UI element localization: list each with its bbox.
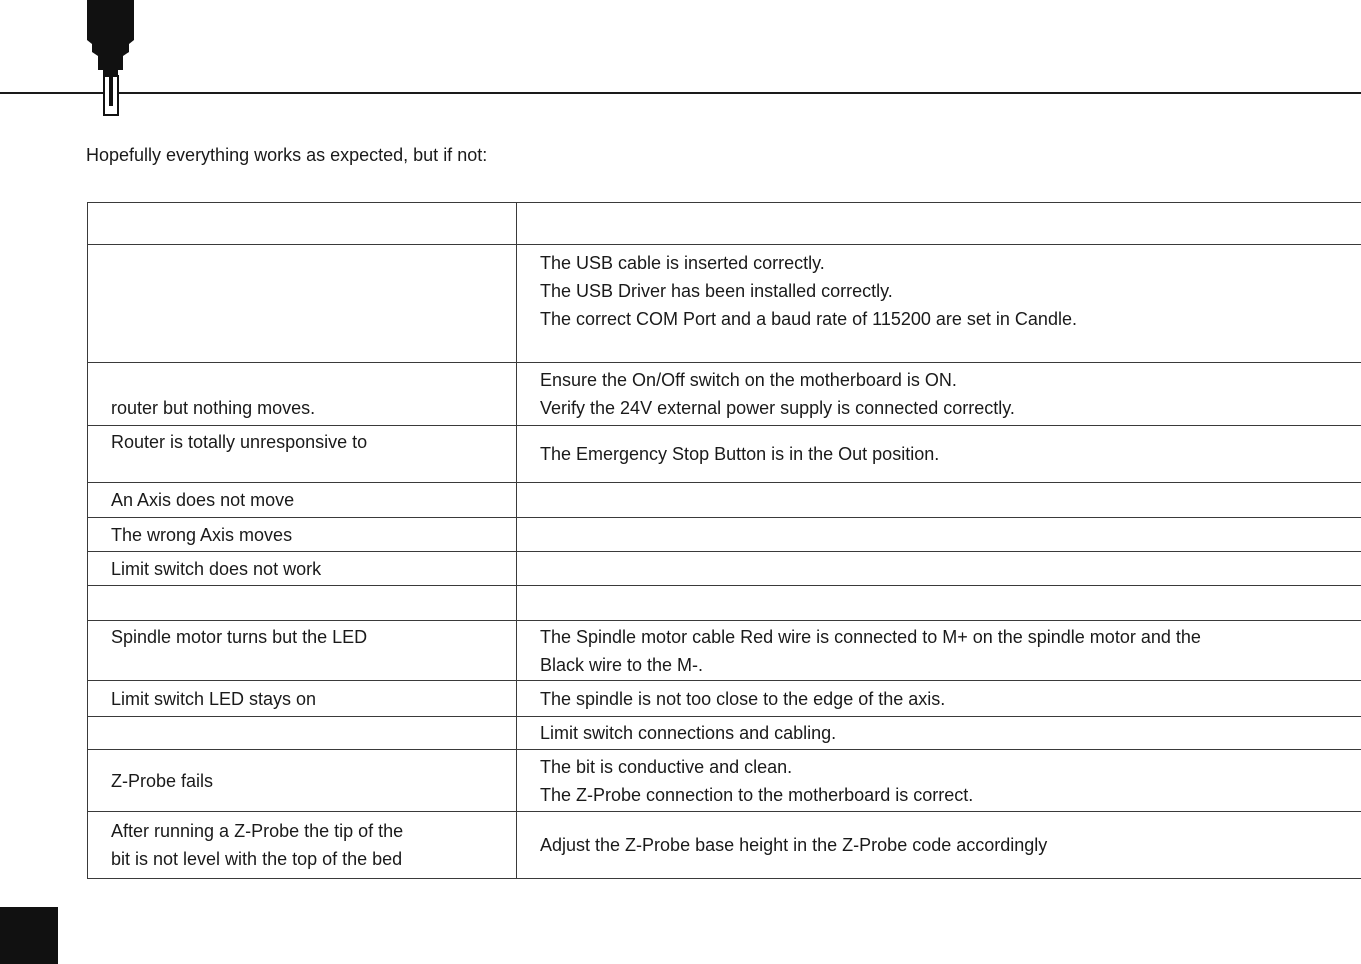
check-cell [517, 245, 1361, 363]
symptom-cell [88, 717, 517, 750]
header-rule [0, 92, 1361, 94]
check-cell [517, 483, 1361, 518]
troubleshooting-table [87, 202, 1361, 879]
table-row [88, 552, 1361, 586]
table-row [88, 426, 1361, 483]
symptom-cell [88, 750, 517, 812]
symptom-cell [88, 203, 517, 245]
table-row [88, 681, 1361, 717]
symptom-cell [88, 483, 517, 518]
symptom-cell [88, 518, 517, 552]
check-text: Black wire to the M-. [540, 655, 704, 675]
table-row [88, 518, 1361, 552]
symptom-text: bit is not level with the top of the bed [111, 849, 403, 869]
symptom-text: The wrong Axis moves [111, 524, 293, 545]
symptom-cell [88, 552, 517, 586]
check-cell [517, 363, 1361, 426]
router-bit-icon [85, 0, 137, 118]
table-row [88, 717, 1361, 750]
symptom-cell [88, 245, 517, 363]
check-text: The correct COM Port and a baud rate of 115200 are set in Candle. [540, 309, 1077, 329]
page-corner-tab [0, 907, 58, 964]
check-text: The USB Driver has been installed correctly. [540, 281, 893, 301]
table-row [88, 750, 1361, 812]
symptom-cell [88, 586, 517, 621]
symptom-text: Z-Probe fails [111, 770, 214, 791]
check-cell [517, 586, 1361, 621]
check-cell [517, 426, 1361, 483]
check-text: Adjust the Z-Probe base height in the Z-Probe code accordingly [540, 835, 1048, 855]
check-cell [517, 812, 1361, 879]
check-cell [517, 750, 1361, 812]
symptom-text: After running a Z-Probe the tip of the [111, 821, 404, 841]
check-text: The USB cable is inserted correctly. [540, 253, 825, 273]
symptom-text: An Axis does not move [111, 490, 295, 510]
check-cell [517, 518, 1361, 552]
symptom-cell [88, 363, 517, 426]
symptom-text: router but nothing moves. [111, 398, 316, 418]
check-cell [517, 621, 1361, 681]
table-row [88, 812, 1361, 879]
check-text: The Emergency Stop Button is in the Out position. [540, 444, 940, 464]
symptom-cell [88, 812, 517, 879]
check-text: The Spindle motor cable Red wire is connected to M+ on the spindle motor and the [540, 627, 1201, 647]
symptom-cell [88, 426, 517, 483]
table-row [88, 245, 1361, 363]
symptom-cell [88, 621, 517, 681]
symptom-text: Router is totally unresponsive to [111, 432, 368, 452]
table-row [88, 363, 1361, 426]
symptom-text: Limit switch LED stays on [111, 688, 317, 709]
table-row [88, 203, 1361, 245]
check-cell [517, 203, 1361, 245]
symptom-text: Spindle motor turns but the LED [111, 627, 368, 647]
check-text: Limit switch connections and cabling. [540, 723, 837, 743]
check-text: The spindle is not too close to the edge of the axis. [540, 688, 946, 709]
check-cell [517, 552, 1361, 586]
check-text: The Z-Probe connection to the motherboard is correct. [540, 784, 974, 805]
table-row [88, 621, 1361, 681]
check-cell [517, 717, 1361, 750]
check-text: The bit is conductive and clean. [540, 756, 793, 777]
intro-text: Hopefully everything works as expected, but if not: [86, 145, 488, 165]
table-row [88, 483, 1361, 518]
table-row [88, 586, 1361, 621]
check-cell [517, 681, 1361, 717]
check-text: Ensure the On/Off switch on the motherboard is ON. [540, 370, 957, 390]
check-text: Verify the 24V external power supply is connected correctly. [540, 398, 1015, 418]
symptom-cell [88, 681, 517, 717]
symptom-text: Limit switch does not work [111, 558, 322, 579]
